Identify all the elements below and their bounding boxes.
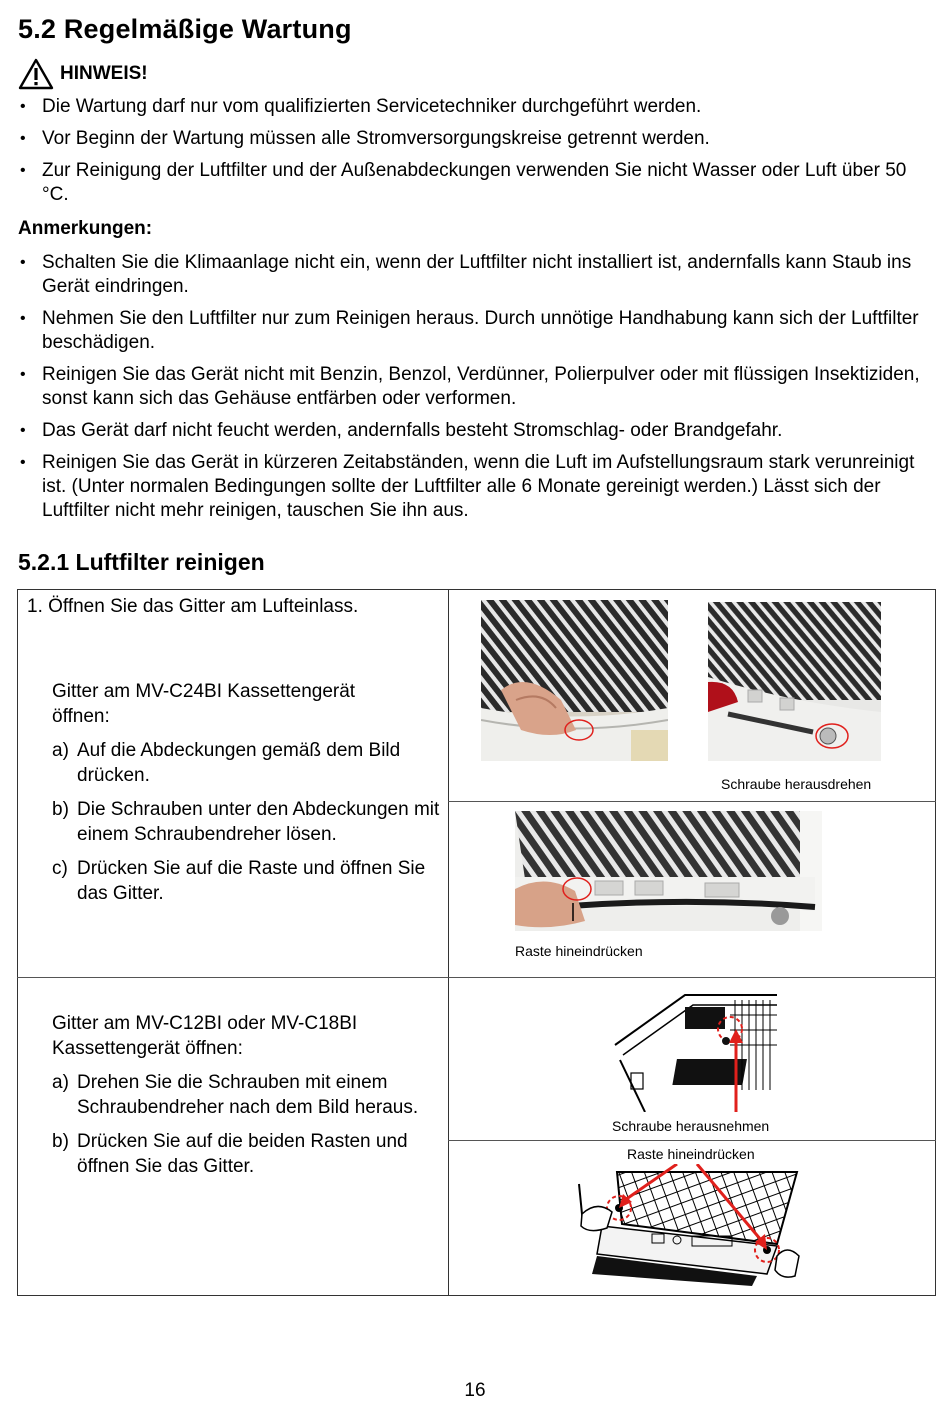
step-mark: c) xyxy=(52,858,68,879)
c12-step-b xyxy=(52,1130,437,1179)
latches-diagram-image xyxy=(577,1164,804,1286)
c24-step-a xyxy=(52,739,442,788)
step-mark: b) xyxy=(52,799,69,820)
step-text: Die Schrauben unter den Abdeckungen mit einem Schraubendreher lösen. xyxy=(77,799,440,845)
c24-step-b xyxy=(52,798,442,847)
hinweis-label: HINWEIS! xyxy=(60,63,148,84)
c24-title: Gitter am MV-C24BI Kassettengerät öffnen: xyxy=(52,681,356,727)
list-item: • Die Wartung darf nur vom qualifizierten Servicetechniker durchgeführt werden. xyxy=(18,95,933,119)
caption-schraube-herausnehmen: Schraube herausnehmen xyxy=(612,1118,770,1134)
caption-raste-hineindruecken-2: Raste hineindrücken xyxy=(627,1146,755,1162)
step-text: Drücken Sie auf die Raste und öffnen Sie das Gitter. xyxy=(77,858,426,904)
photo-loosen-screw xyxy=(708,602,881,761)
list-item: • Zur Reinigung der Luftfilter und der Außenabdeckungen verwenden Sie nicht Wasser oder Luft über 50 °C. xyxy=(18,159,933,207)
latch-photo-image xyxy=(515,811,822,931)
step-1-text: 1. Öffnen Sie das Gitter am Lufteinlass. xyxy=(27,596,359,617)
c12-instructions xyxy=(52,1012,437,1179)
subsection-title: 5.2.1 Luftfilter reinigen xyxy=(18,549,265,575)
c12-title: Gitter am MV-C12BI oder MV-C18BI Kassettengerät öffnen: xyxy=(52,1013,358,1059)
list-item: • Das Gerät darf nicht feucht werden, andernfalls besteht Stromschlag- oder Brandgefahr. xyxy=(18,419,933,443)
list-item: • Reinigen Sie das Gerät nicht mit Benzin, Benzol, Verdünner, Polierpulver oder mit flüssigen Insektiziden, sonst kann sich das Gehäuse entfärben oder verformen. xyxy=(18,363,933,411)
c24-instructions xyxy=(52,680,442,906)
diagram-remove-screw xyxy=(605,985,777,1112)
warning-triangle-icon xyxy=(18,58,54,90)
anmerkungen-list xyxy=(18,251,933,531)
hinweis-list xyxy=(18,95,933,215)
c12-step-a xyxy=(52,1071,437,1120)
step-text: Drehen Sie die Schrauben mit einem Schraubendreher nach dem Bild heraus. xyxy=(77,1072,419,1118)
caption-raste-hineindruecken-1: Raste hineindrücken xyxy=(515,943,643,959)
list-item: • Vor Beginn der Wartung müssen alle Stromversorgungskreise getrennt werden. xyxy=(18,127,933,151)
list-item: • Schalten Sie die Klimaanlage nicht ein, wenn der Luftfilter nicht installiert ist, andernfalls kann Staub ins Gerät eindringen. xyxy=(18,251,933,299)
section-title: 5.2 Regelmäßige Wartung xyxy=(18,14,352,44)
caption-schraube-herausdrehen: Schraube herausdrehen xyxy=(721,776,872,792)
step-mark: a) xyxy=(52,1072,69,1093)
table-divider xyxy=(448,801,936,802)
table-divider xyxy=(448,589,449,1296)
table-divider xyxy=(17,977,936,978)
list-item: • Reinigen Sie das Gerät in kürzeren Zeitabständen, wenn die Luft im Aufstellungsraum stark verunreinigt ist. (Unter normalen Bedingungen sollte der Luftfilter alle 6 Monate gereinigt werden.) Lässt sich der Luftfilter nicht mehr reinigen, tauschen Sie ihn aus. xyxy=(18,451,933,523)
step-mark: a) xyxy=(52,740,69,761)
photo-press-cover xyxy=(481,600,668,761)
step-mark: b) xyxy=(52,1131,69,1152)
grille-photo-image xyxy=(481,600,668,761)
photo-press-latch xyxy=(515,811,822,931)
page-number: 16 xyxy=(464,1380,486,1401)
table-divider xyxy=(448,1140,936,1141)
step-text: Drücken Sie auf die beiden Rasten und öffnen Sie das Gitter. xyxy=(77,1131,408,1177)
list-item: • Nehmen Sie den Luftfilter nur zum Reinigen heraus. Durch unnötige Handhabung kann sich der Luftfilter beschädigen. xyxy=(18,307,933,355)
c24-step-c xyxy=(52,857,442,906)
hinweis-heading xyxy=(18,58,148,90)
screw-diagram-image xyxy=(605,985,777,1112)
step-text: Auf die Abdeckungen gemäß dem Bild drücken. xyxy=(77,740,401,786)
anmerkungen-label: Anmerkungen: xyxy=(18,218,153,239)
screw-photo-image xyxy=(708,602,881,761)
diagram-press-latches xyxy=(577,1164,804,1286)
